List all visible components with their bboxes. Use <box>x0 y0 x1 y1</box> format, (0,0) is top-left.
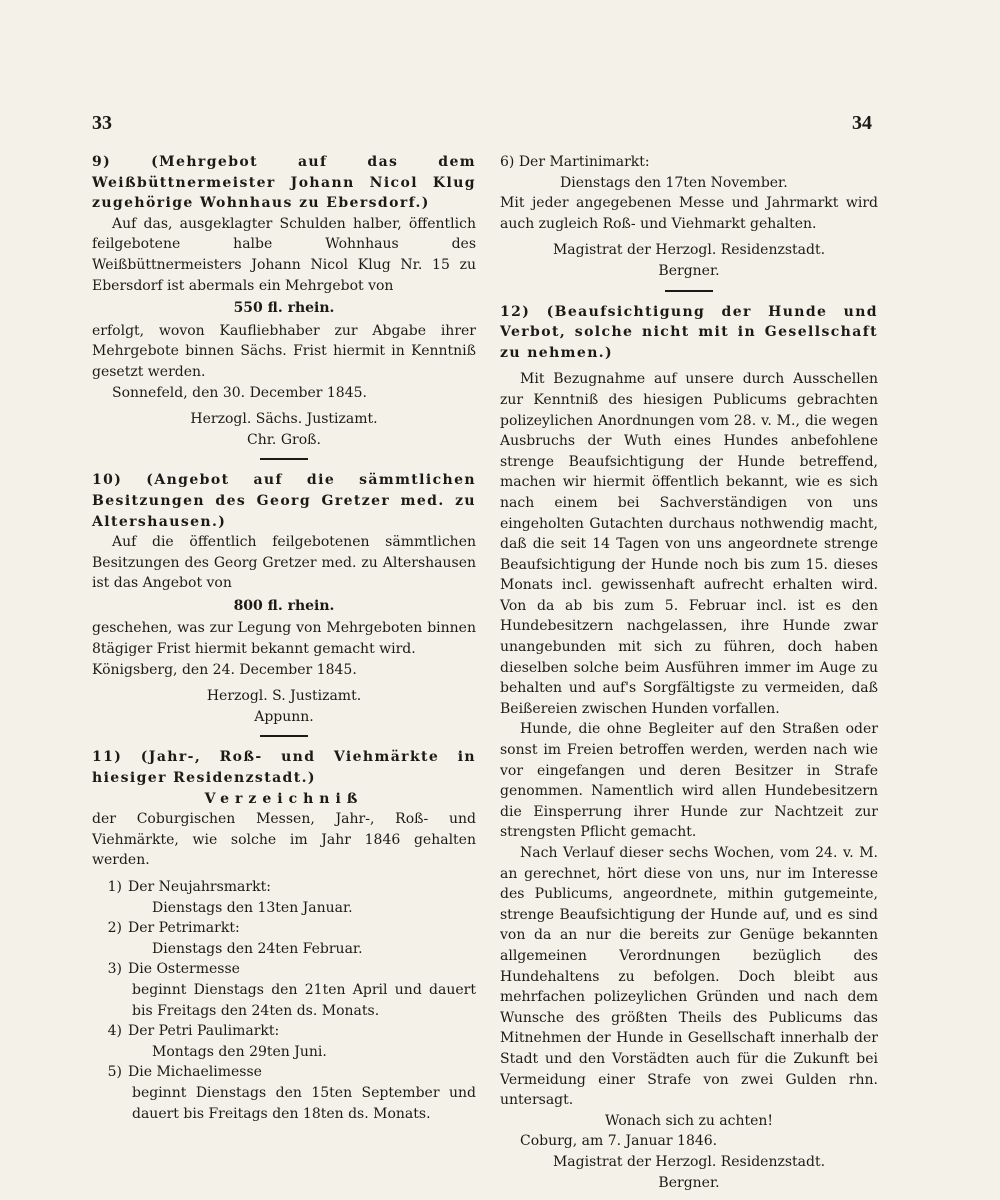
market-list-item <box>92 877 476 898</box>
notice-12-office: Magistrat der Herzogl. Residenzstadt. <box>552 1153 826 1170</box>
notice-11-continued <box>500 152 878 282</box>
market-number: 5) <box>107 1064 122 1081</box>
market-name: Der Petri Paulimarkt: <box>128 1023 280 1040</box>
notice-12-closing: Wonach sich zu achten! <box>604 1112 774 1129</box>
page-number-right: 34 <box>852 112 872 134</box>
notice-9-heading: 9) (Mehrgebot auf das dem Weißbüttnermeister Johann Nicol Klug zugehörige Wohnhaus zu Ebersdorf.) <box>92 154 476 212</box>
market-list-item <box>92 918 476 939</box>
notice-9-signer: Chr. Groß. <box>247 431 321 448</box>
market-date: beginnt Dienstags den 21ten April und dauert bis Freitags den 24ten ds. Monats. <box>132 981 476 1019</box>
notice-11-intro: der Coburgischen Messen, Jahr-, Roß- und Viehmärkte, wie solche im Jahr 1846 gehalten werden. <box>92 811 476 869</box>
notice-12-signer: Bergner. <box>658 1174 720 1191</box>
notice-11 <box>92 747 476 1124</box>
notice-10-body-continued: geschehen, was zur Legung von Mehrgeboten binnen 8tägiger Frist hiermit bekannt gemacht wird. <box>92 620 476 658</box>
notice-11-heading: 11) (Jahr-, Roß- und Viehmärkte in hiesiger Residenzstadt.) <box>92 749 476 787</box>
market-number: 2) <box>107 920 122 937</box>
page-number-left: 33 <box>92 112 112 134</box>
market-number: 4) <box>107 1023 122 1040</box>
market-number: 1) <box>107 879 122 895</box>
market-date: Montags den 29ten Juni. <box>152 1043 327 1060</box>
market-name: Die Ostermesse <box>128 961 240 978</box>
notice-11-title: Verzeichniß <box>204 790 364 807</box>
section-divider <box>665 290 713 292</box>
notice-10-amount: 800 fl. rhein. <box>233 597 335 614</box>
notice-10-heading: 10) (Angebot auf die sämmtlichen Besitzungen des Georg Gretzer med. zu Altershausen.) <box>92 472 476 530</box>
notice-10-office: Herzogl. S. Justizamt. <box>206 688 362 705</box>
notice-12-heading: 12) (Beaufsichtigung der Hunde und Verbot, solche nicht mit in Gesellschaft zu nehmen.) <box>500 303 878 361</box>
notice-9-office: Herzogl. Sächs. Justizamt. <box>190 411 378 428</box>
market-name: Der Neujahrsmarkt: <box>128 879 271 895</box>
notice-10 <box>92 470 476 727</box>
left-column <box>92 152 476 1124</box>
notice-12 <box>500 302 878 1194</box>
notice-9 <box>92 152 476 450</box>
right-column <box>500 152 878 1193</box>
market-date: Dienstags den 17ten November. <box>560 174 788 191</box>
market-name: 6) Der Martinimarkt: <box>500 154 650 170</box>
notice-9-amount: 550 fl. rhein. <box>233 300 335 317</box>
market-date: Dienstags den 24ten Februar. <box>152 940 363 957</box>
market-name: Der Petrimarkt: <box>128 920 240 937</box>
notice-9-date: Sonnefeld, den 30. December 1845. <box>112 384 367 401</box>
market-name: Die Michaelimesse <box>128 1064 262 1081</box>
market-list-item <box>92 1021 476 1042</box>
notice-12-paragraph: Mit Bezugnahme auf unsere durch Ausschellen zur Kenntniß des hiesigen Publicums gebrachten polizeylichen Anordnungen vom 28. v. M., die wegen Ausbruchs der Wuth eines Hundes anbefohlene strenge Beaufsichtigung der Hunde betreffend, machen wir hiermit öffentlich bekannt, wie es sich nach einem bei Sachverständigen von uns eingeholten Gutachten durchaus nothwendig macht, daß die seit 14 Tagen von uns angeordnete strenge Beaufsichtigung der Hunde noch bis zum 15. dieses Monats incl. gewissenhaft aufrecht erhalten wird. Von da ab bis zum 5. Februar incl. ist es den Hundebesitzern nachgelassen, ihre Hunde zwar unangebunden mit sich zu führen, doch haben dieselben solche beim Ausführen immer im Auge zu behalten und auf's Sorgfältigste zu vermeiden, daß Beißereien zwischen Hunden vorfallen. <box>500 371 878 717</box>
notice-9-body-continued: erfolgt, wovon Kaufliebhaber zur Abgabe ihrer Mehrgebote binnen Sächs. Frist hiermit in Kenntniß gesetzt werden. <box>92 322 476 380</box>
notice-10-date: Königsberg, den 24. December 1845. <box>92 661 357 678</box>
market-number: 3) <box>107 961 122 978</box>
section-divider <box>260 458 308 460</box>
section-divider <box>260 735 308 737</box>
notice-12-date: Coburg, am 7. Januar 1846. <box>520 1133 718 1150</box>
market-date: beginnt Dienstags den 15ten September und dauert bis Freitags den 18ten ds. Monats. <box>132 1084 476 1122</box>
notice-10-signer: Appunn. <box>254 708 314 725</box>
market-list-item <box>92 959 476 980</box>
market-list-item <box>92 1062 476 1083</box>
notice-11-note: Mit jeder angegebenen Messe und Jahrmarkt wird auch zugleich Roß- und Viehmarkt gehalten. <box>500 195 878 232</box>
notice-9-body: Auf das, ausgeklagter Schulden halber, öffentlich feilgebotene halbe Wohnhaus des Weißbüttnermeisters Johann Nicol Klug Nr. 15 zu Ebersdorf ist abermals ein Mehrgebot von <box>92 215 476 294</box>
notice-12-paragraph: Hunde, die ohne Begleiter auf den Straßen oder sonst im Freien betroffen werden, werden nach wie vor eingefangen und deren Besitzer in Strafe genommen. Namentlich wird allen Hundebesitzern die Einsperrung ihrer Hunde zur Nachtzeit zur strengsten Pflicht gemacht. <box>500 721 878 841</box>
notice-11-signer: Bergner. <box>658 262 720 279</box>
market-date: Dienstags den 13ten Januar. <box>152 899 353 916</box>
notice-11-office: Magistrat der Herzogl. Residenzstadt. <box>552 242 826 259</box>
notice-10-body: Auf die öffentlich feilgebotenen sämmtlichen Besitzungen des Georg Gretzer med. zu Altershausen ist das Angebot von <box>92 534 476 592</box>
notice-12-paragraph: Nach Verlauf dieser sechs Wochen, vom 24. v. M. an gerechnet, hört diese von uns, nur im Interesse des Publicums, angeordnete, mithin gutgemeinte, strenge Beaufsichtigung der Hunde auf, und es sind von da an nur die bereits zur Genüge bekannten allgemeinen Verordnungen bezüglich des Hundehaltens zu befolgen. Doch bleibt aus mehrfachen polizeylichen Gründen und nach dem Wunsche des größten Theils des Publicums das Mitnehmen der Hunde in Gesellschaft innerhalb der Stadt und den Vorstädten auch für die Zukunft bei Vermeidung einer Strafe von zwei Gulden rhn. untersagt. <box>500 845 878 1109</box>
